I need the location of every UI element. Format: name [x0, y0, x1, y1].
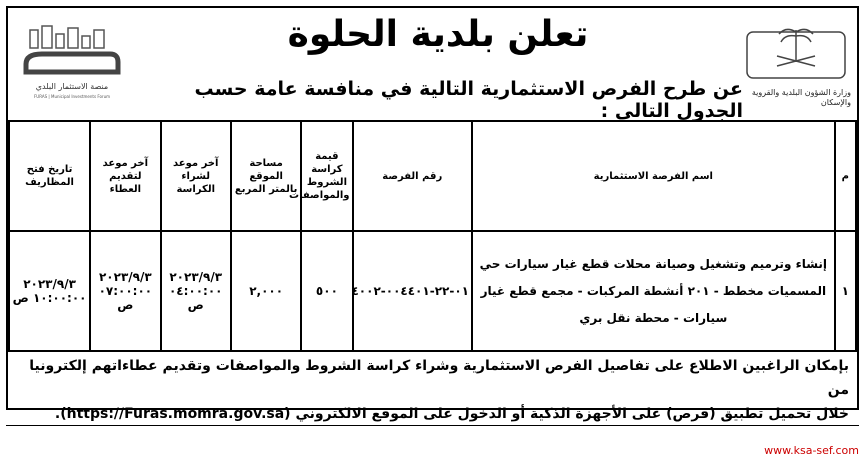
ministry-caption: وزارة الشؤون البلدية والقروية والإسكان: [751, 88, 851, 107]
header-number: رقم الفرصة: [353, 121, 472, 231]
header-last-purchase: آخر موعد لشراء الكراسة: [161, 121, 231, 231]
cell-number: ٠١-٢٢-٠٠٤٤٠١-٤٠٠٢: [353, 231, 472, 351]
palm-swords-emblem-icon: [741, 22, 851, 84]
footer-line-2: خلال تحميل تطبيق (فرص) على الأجهزة الذكية أو الدخول على الموقع الالكتروني (https://Furas.momra.gov.sa).: [54, 406, 849, 422]
page-subtitle: عن طرح الفرص الاستثمارية التالية في منافسة عامة حسب الجدول التالي :: [194, 78, 743, 122]
cell-last-submission: [90, 231, 160, 351]
furas-logo: [12, 24, 132, 114]
header-opening: تاريخ فتح المظاريف: [9, 121, 90, 231]
cell-booklet-price: ٥٠٠: [301, 231, 352, 351]
table-row: [9, 231, 856, 351]
watermark-link[interactable]: www.ksa-sef.com: [764, 444, 859, 457]
header-index: م: [835, 121, 856, 231]
opportunities-table: [8, 120, 857, 352]
cell-index: ١: [835, 231, 856, 351]
furas-skyline-icon: [12, 24, 132, 80]
header-booklet-price: قيمة كراسة الشروط والمواصفات: [301, 121, 352, 231]
cell-last-purchase: [161, 231, 231, 351]
announcement-header: [8, 8, 857, 122]
last-purchase-date: ٢٠٢٣/٩/٣: [169, 270, 223, 284]
table-header-row: [9, 121, 856, 231]
header-last-submission: آخر موعد لتقديم العطاء: [90, 121, 160, 231]
ministry-logo: [741, 22, 851, 114]
header-opportunity: اسم الفرصة الاستثمارية: [472, 121, 835, 231]
cell-opening: [9, 231, 90, 351]
footer-line-1: بإمكان الراغبين الاطلاع على تفاصيل الفرص الاستثمارية وشراء كراسة الشروط والمواصفات وتقديم عطاءاتهم إلكترونيا من: [29, 358, 849, 398]
announcement-footer: [8, 354, 857, 422]
bottom-divider: [6, 425, 859, 426]
opening-time: ١٠:٠٠:٠٠ ص: [12, 291, 87, 305]
furas-caption: منصة الاستثمار البلدي: [35, 82, 109, 91]
last-submission-time: ٠٧:٠٠:٠٠ ص: [98, 284, 153, 312]
last-purchase-time: ٠٤:٠٠:٠٠ ص: [168, 284, 223, 312]
cell-opportunity: إنشاء وترميم وتشغيل وصيانة محلات قطع غيار سيارات حي المسميات مخطط - ٢٠١ أنشطة المركبات - مجمع قطع غيار سيارات - محطة نقل بري: [472, 231, 835, 351]
page-title: تعلن بلدية الحلوة: [287, 14, 589, 55]
furas-caption-en: FURAS | Municipal Investments Forum: [33, 94, 111, 99]
cell-area: ٢,٠٠٠: [231, 231, 301, 351]
announcement-frame: [6, 6, 859, 422]
header-area: مساحة الموقع بالمتر المربع: [231, 121, 301, 231]
last-submission-date: ٢٠٢٣/٩/٣: [98, 270, 152, 284]
opening-date: ٢٠٢٣/٩/٣: [23, 277, 76, 291]
